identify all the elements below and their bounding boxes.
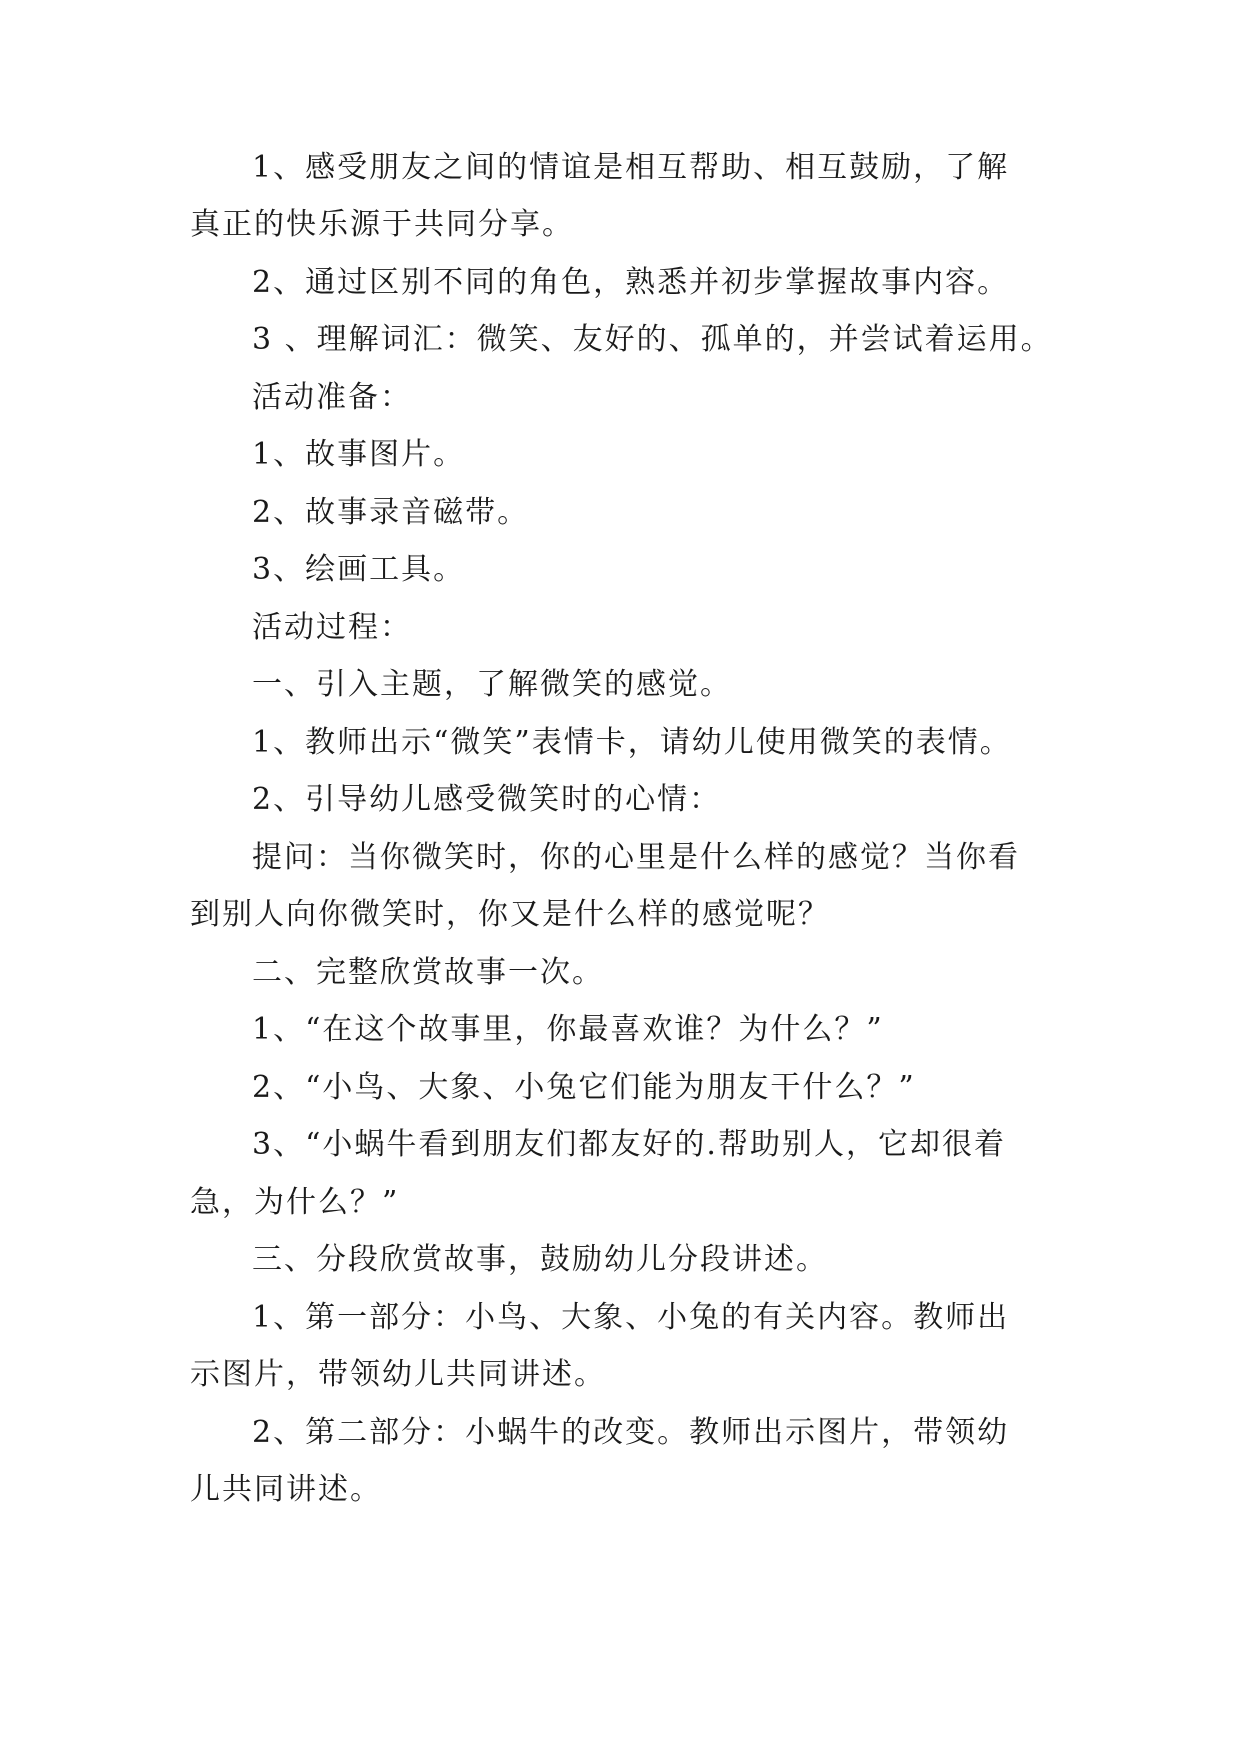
text-line: 2、故事录音磁带。 xyxy=(252,495,530,530)
text-line: 真正的快乐源于共同分享。 xyxy=(190,207,574,242)
text-line: 三、分段欣赏故事，鼓励幼儿分段讲述。 xyxy=(252,1242,828,1277)
text-line: 一、引入主题，了解微笑的感觉。 xyxy=(252,667,732,702)
text-line: 2、“小鸟、大象、小兔它们能为朋友干什么？” xyxy=(252,1070,916,1105)
text-line: 2、第二部分：小蜗牛的改变。教师出示图片，带领幼 xyxy=(252,1415,1010,1450)
text-line: 1、第一部分：小鸟、大象、小兔的有关内容。教师出 xyxy=(252,1300,1010,1335)
text-line: 2、引导幼儿感受微笑时的心情： xyxy=(252,782,722,817)
section-heading: 活动过程： xyxy=(252,610,412,645)
text-line: 儿共同讲述。 xyxy=(190,1472,382,1507)
text-line: 1、感受朋友之间的情谊是相互帮助、相互鼓励，了解 xyxy=(252,150,1010,185)
text-line: 示图片，带领幼儿共同讲述。 xyxy=(190,1357,606,1392)
text-line: 提问：当你微笑时，你的心里是什么样的感觉？当你看 xyxy=(252,840,1020,875)
text-line: 1、“在这个故事里，你最喜欢谁？为什么？” xyxy=(252,1012,884,1047)
text-line: 1、教师出示“微笑”表情卡，请幼儿使用微笑的表情。 xyxy=(252,725,1012,760)
text-line: 3、“小蜗牛看到朋友们都友好的.帮助别人，它却很着 xyxy=(252,1127,1006,1162)
text-line: 3 、理解词汇：微笑、友好的、孤单的，并尝试着运用。 xyxy=(252,322,1053,357)
text-line: 2、通过区别不同的角色，熟悉并初步掌握故事内容。 xyxy=(252,265,1010,300)
section-heading: 活动准备： xyxy=(252,380,412,415)
text-line: 3、绘画工具。 xyxy=(252,552,466,587)
text-line: 二、完整欣赏故事一次。 xyxy=(252,955,604,990)
text-line: 到别人向你微笑时，你又是什么样的感觉呢？ xyxy=(190,897,830,932)
text-line: 急，为什么？” xyxy=(190,1185,400,1220)
text-line: 1、故事图片。 xyxy=(252,437,466,472)
